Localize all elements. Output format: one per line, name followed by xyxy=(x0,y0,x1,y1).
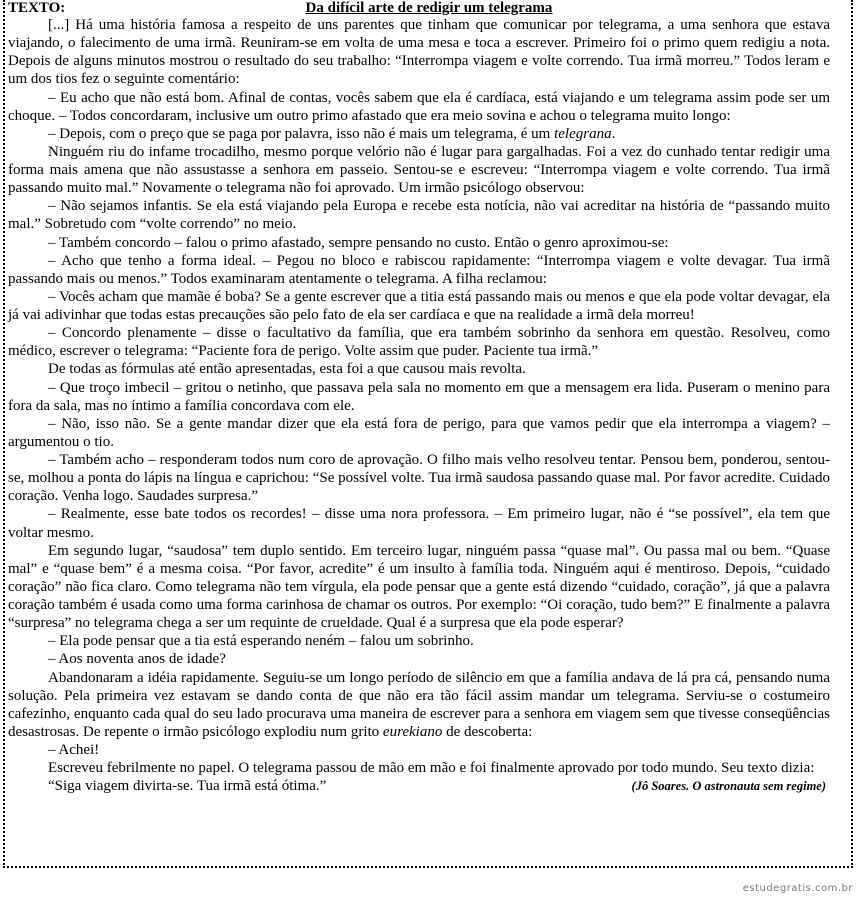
text-header xyxy=(6,0,852,16)
paragraph xyxy=(8,16,830,89)
paragraph-text: – Concordo plenamente – disse o facultativo da família, que era também sobrinho da senhora em questão. Resolveu, como médico, escrever o telegrama: “Paciente fora de perigo. Volte assim que puder. Paciente tua irmã.” xyxy=(8,325,830,360)
paragraph xyxy=(8,542,830,633)
paragraph xyxy=(8,89,830,125)
paragraph-text: – Que troço imbecil – gritou o netinho, que passava pela sala no momento em que a mensagem era lida. Puseram o menino para fora da sala, mas no íntimo a família concordava com ele. xyxy=(8,379,830,414)
paragraph xyxy=(8,759,830,777)
paragraph xyxy=(8,669,830,742)
paragraph-text: – Realmente, esse bate todos os recordes! – disse uma nora professora. – Em primeiro lugar, não é “se possível”, ela tem que voltar mesmo. xyxy=(8,506,830,541)
paragraph-text: Em segundo lugar, “saudosa” tem duplo sentido. Em terceiro lugar, ninguém passa “quase mal”. Ou passa mal ou bem. “Quase mal” e “quase bem” é a mesma coisa. “Por favor, acredite” é um insulto à família toda. Ninguém aqui é mentiroso. Depois, “cuidado coração” não fica claro. Como telegrama não tem vírgula, ela pode pensar que a gente está dizendo “cuidado, coração”, já que a palavra coração também é usada como uma forma carinhosa de chamar os outros. Por exemplo: “Oi coração, tudo bem?” E finalmente a palavra “surpresa” no telegrama chega a ser um requinte de crueldade. Qual é a surpresa que ela pode esperar? xyxy=(8,542,830,632)
paragraph xyxy=(8,234,830,252)
paragraph xyxy=(8,252,830,288)
paragraph-text-end: de descoberta: xyxy=(442,723,533,740)
paragraph-text: – Eu acho que não está bom. Afinal de contas, vocês sabem que ela é cardíaca, está viajando e um telegrama assim pode ser um choque. – Todos concordaram, inclusive um outro primo afastado que era meio sovina e achou o telegrama muito longo: xyxy=(8,89,830,124)
paragraph-text: Ninguém riu do infame trocadilho, mesmo porque velório não é lugar para gargalhadas. Foi a vez do cunhado tentar redigir uma forma mais amena que não assustasse a senhora em passeio. Sentou-se e escreveu: “Interrompa viagem e volte correndo. Tua irmã passando muito mal.” Novamente o telegrama não foi aprovado. Um irmão psicólogo observou: xyxy=(8,143,830,197)
paragraph-text: [...] Há uma história famosa a respeito de uns parentes que tinham que comunicar por telegrama, a uma senhora que estava viajando, o falecimento de uma irmã. Reuniram-se em volta de uma mesa e toca a escrever. Primeiro foi o primo quem redigiu a nota. Depois de alguns minutos mostrou o resultado do seu trabalho: “Interrompa viagem e volte correndo. Tua irmã morreu.” Todos leram e um dos tios fez o seguinte comentário: xyxy=(8,17,830,88)
text-label: TEXTO: xyxy=(8,0,66,16)
paragraph xyxy=(8,451,830,505)
paragraph-italic-word: eurekiano xyxy=(382,723,443,740)
source-citation: (Jô Soares. O astronauta sem regime) xyxy=(631,779,826,794)
paragraph-text: – Ela pode pensar que a tia está esperando neném – falou um sobrinho. xyxy=(48,633,474,650)
paragraph-text: De todas as fórmulas até então apresentadas, esta foi a que causou mais revolta. xyxy=(48,361,526,378)
paragraph-text: – Não, isso não. Se a gente mandar dizer que ela está fora de perigo, para que vamos pedir que ela interrompa a viagem? – argumentou o tio. xyxy=(8,415,830,450)
paragraph-text: – Depois, com o preço que se paga por palavra, isso não é mais um telegrama, é um xyxy=(48,125,555,142)
text-title: Da difícil arte de redigir um telegrama xyxy=(305,0,553,16)
paragraph xyxy=(8,288,830,324)
paragraph-text: – Acho que tenho a forma ideal. – Pegou no bloco e rabiscou rapidamente: “Interrompa viagem e volte devagar. Tua irmã passando mais ou menos.” Todos examinaram atentamente o telegrama. A filha reclamou: xyxy=(8,252,830,287)
paragraph-text: – Vocês acham que mamãe é boba? Se a gente escrever que a titia está passando mais ou menos e que ela pode voltar devagar, ela já vai adivinhar que todas estas precauções são pelo fato de ela ser cardíaca e que na realidade a irmã dela morreu! xyxy=(8,288,830,323)
paragraph-text: – Também concordo – falou o primo afastado, sempre pensando no custo. Então o genro aproximou-se: xyxy=(48,234,669,251)
paragraph xyxy=(8,125,830,143)
paragraph-text: Abandonaram a idéia rapidamente. Seguiu-se um longo período de silêncio em que a família andava de lá pra cá, pensando numa solução. Pela primeira vez estavam se dando conta de que não era tão fácil assim mandar um telegrama. Serviu-se o costumeiro cafezinho, enquanto cada qual do seu lado procurava uma maneira de escrever para a senhora em viagem sem que tivesse conseqüências desastrosas. De repente o irmão psicólogo explodiu num grito xyxy=(8,669,830,740)
paragraph-text: – Aos noventa anos de idade? xyxy=(48,651,226,668)
paragraph xyxy=(8,650,830,668)
paragraph-italic-word: telegrana xyxy=(554,125,612,142)
paragraph xyxy=(8,360,830,378)
paragraph xyxy=(8,324,830,360)
paragraph-text-end: . xyxy=(611,125,616,142)
paragraph xyxy=(8,143,830,197)
paragraph-text: – Também acho – responderam todos num coro de aprovação. O filho mais velho resolveu tentar. Pensou bem, ponderou, sentou-se, molhou a ponta do lápis na língua e caprichou: “Se possível volte. Tua irmã saudosa passando quase mal. Por favor acredite. Cuidado coração. Venha logo. Saudades surpresa.” xyxy=(8,452,830,505)
paragraph xyxy=(8,197,830,233)
paragraph-text: Escreveu febrilmente no papel. O telegrama passou de mão em mão e foi finalmente aprovado por todo mundo. Seu texto dizia: xyxy=(48,760,815,777)
paragraph xyxy=(8,505,830,541)
paragraph-text: – Achei! xyxy=(48,742,100,758)
paragraph xyxy=(8,379,830,415)
paragraph xyxy=(8,632,830,650)
site-watermark: estudegratis.com.br xyxy=(742,883,853,894)
paragraph xyxy=(8,741,830,759)
closing-line xyxy=(8,777,830,795)
final-telegram-text: “Siga viagem divirta-se. Tua irmã está ótima.” xyxy=(48,778,327,795)
paragraph-text: – Não sejamos infantis. Se ela está viajando pela Europa e recebe esta notícia, não vai acreditar na história de “passando muito mal.” Sobretudo com “volte correndo” no meio. xyxy=(8,198,830,233)
text-body xyxy=(8,16,830,795)
paragraph xyxy=(8,415,830,451)
